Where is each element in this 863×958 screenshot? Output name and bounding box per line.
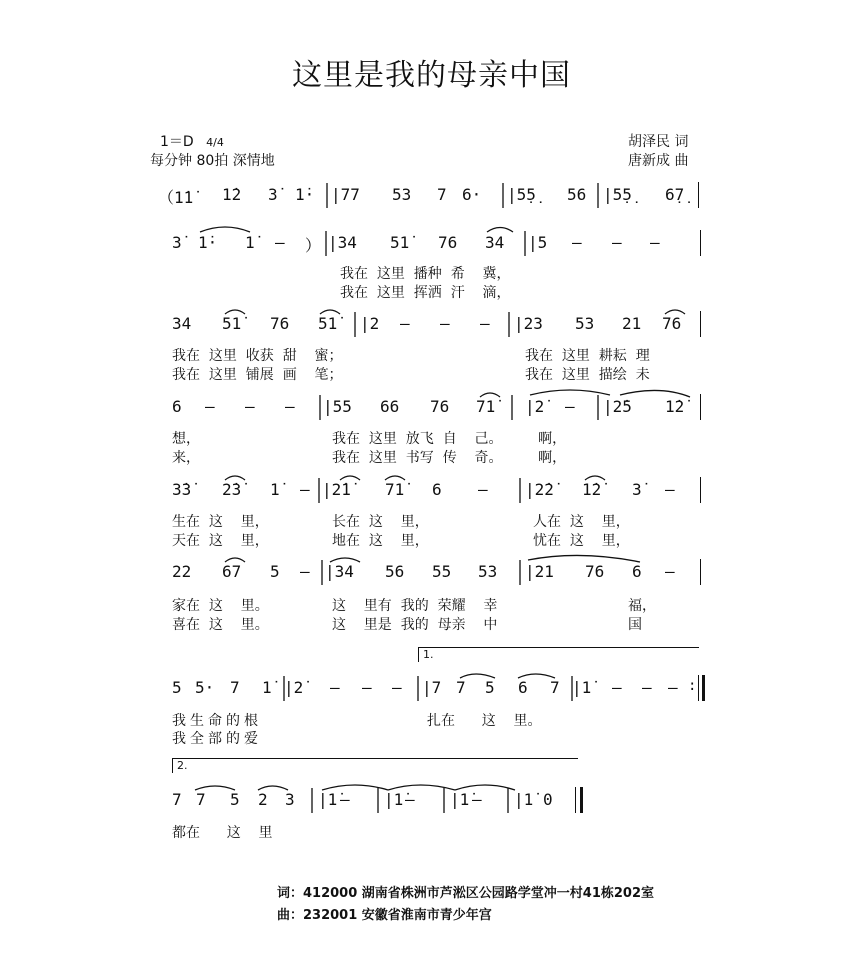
note-group: 6· <box>462 185 482 204</box>
lyric-verse-2: 地在 这 里， <box>332 533 429 549</box>
note-group: 7 <box>172 790 182 809</box>
note-group: 6 <box>432 480 442 499</box>
note-group: 6 <box>172 397 182 416</box>
note-group: |34 <box>328 233 357 252</box>
note-group: 3̇3̇ <box>172 480 192 499</box>
note-group: — <box>665 562 675 581</box>
note-group: |23 <box>514 314 543 333</box>
note-group: 0 <box>543 790 553 809</box>
note-group: 5 <box>485 678 495 697</box>
lyric-verse-1: 都在 这 里 <box>172 825 273 841</box>
note-group: 7 <box>550 678 560 697</box>
lyricist-address: 词：412000 湖南省株洲市芦淞区公园路学堂冲一村41栋202室 <box>277 886 655 901</box>
note-group: ） <box>305 236 322 255</box>
note-group: — <box>405 790 415 809</box>
barline <box>700 230 701 256</box>
volta-bracket <box>172 758 578 773</box>
lyric-verse-1: 我在 这里 耕耘 理 <box>525 348 650 364</box>
composer-credit: 唐新成 曲 <box>628 153 689 169</box>
note-group: 5 <box>230 790 240 809</box>
note-group: — <box>340 790 350 809</box>
lyric-verse-1: 人在 这 里， <box>533 514 630 530</box>
note-group: 22 <box>172 562 192 581</box>
note-group: — <box>642 678 652 697</box>
note-group: |2̇ <box>284 678 304 697</box>
note-group: （1̇1̇ <box>158 188 194 207</box>
note-group: — <box>668 678 678 697</box>
repeat-barline <box>702 675 705 701</box>
lyric-verse-2: 我在 这里 挥洒 汗 滴， <box>340 285 511 301</box>
lyric-verse-2: 天在 这 里， <box>172 533 269 549</box>
note-group: |1̇ <box>384 790 404 809</box>
note-group: 5 <box>172 678 182 697</box>
repeat-dots: : <box>688 678 697 694</box>
note-group: — <box>245 397 255 416</box>
note-group: 53 <box>478 562 498 581</box>
time-signature: 4/4 <box>206 136 224 149</box>
note-group: 3̇ <box>632 480 642 499</box>
note-group: — <box>275 233 285 252</box>
lyric-verse-1: 我在 这里 播种 希 冀， <box>340 266 511 282</box>
lyric-verse-2: 我在 这里 铺展 画 笔； <box>172 367 343 383</box>
note-group: — <box>300 480 310 499</box>
lyric-verse-1: 长在 这 里， <box>332 514 429 530</box>
note-group: 76 <box>585 562 605 581</box>
note-group: 76 <box>430 397 450 416</box>
note-group: 67 <box>222 562 242 581</box>
note-group: 56 <box>567 185 587 204</box>
note-group: — <box>392 678 402 697</box>
barline <box>700 311 701 337</box>
note-group: |1̇ <box>514 790 534 809</box>
note-group: 66 <box>380 397 400 416</box>
volta-bracket <box>418 647 699 662</box>
note-group: — <box>330 678 340 697</box>
note-group: — <box>650 233 660 252</box>
composer-address: 曲：232001 安徽省淮南市青少年宫 <box>277 908 492 923</box>
note-group: |34 <box>325 562 354 581</box>
note-group: 21 <box>622 314 642 333</box>
note-group: 1̇2̇ <box>665 397 685 416</box>
lyricist-credit: 胡泽民 词 <box>628 134 689 150</box>
key-label: 1＝D <box>160 134 194 150</box>
note-group: |1̇ <box>572 678 592 697</box>
tempo-marking: 每分钟 80拍 深情地 <box>150 153 275 169</box>
note-group: 2̇3̇ <box>222 480 242 499</box>
note-group: 53 <box>575 314 595 333</box>
note-group: 51̇ <box>318 314 338 333</box>
note-group: — <box>565 397 575 416</box>
lyric-verse-1: 我在 这里 收获 甜 蜜； <box>172 348 343 364</box>
note-group: 1̇2̇ <box>582 480 602 499</box>
note-group: 76 <box>438 233 458 252</box>
note-group: 2 <box>258 790 268 809</box>
lyric-verse-2: 忧在 这 里， <box>533 533 630 549</box>
note-group: |1̇ <box>450 790 470 809</box>
lyric-verse-2: 我在 这里 书写 传 奇。 啊， <box>332 450 567 466</box>
lyric-verse-2: 我全部的爱 <box>172 731 262 747</box>
note-group: — <box>440 314 450 333</box>
key-signature <box>160 131 224 151</box>
note-group: 3̇ <box>172 233 182 252</box>
note-group: 71̇ <box>476 397 496 416</box>
note-group: 7 <box>456 678 466 697</box>
page-title: 这里是我的母亲中国 <box>292 58 571 93</box>
note-group: — <box>665 480 675 499</box>
barline <box>575 787 576 813</box>
lyric-verse-1: 我在 这里 放飞 自 己。 啊， <box>332 431 567 447</box>
note-group: 71̇ <box>385 480 405 499</box>
note-group: 1̇ <box>262 678 272 697</box>
lyric-verse-1: 这 里有 我的 荣耀 幸 <box>332 598 498 614</box>
final-barline <box>580 787 583 813</box>
note-group: 7 <box>230 678 240 697</box>
note-group: |7 <box>422 678 442 697</box>
barline <box>700 559 701 585</box>
note-group: — <box>572 233 582 252</box>
note-group: 53 <box>392 185 412 204</box>
note-group: — <box>300 562 310 581</box>
note-group: — <box>480 314 490 333</box>
lyric-verse-1: 生在 这 里， <box>172 514 269 530</box>
note-group: |5 <box>528 233 548 252</box>
note-group: 55 <box>432 562 452 581</box>
note-group: 5· <box>195 678 215 697</box>
note-group: |2̇1̇ <box>322 480 351 499</box>
note-group: 1̇2 <box>222 185 242 204</box>
lyric-verse-2: 这 里是 我的 母亲 中 <box>332 617 498 633</box>
note-group: |2̇ <box>525 397 545 416</box>
lyric-verse-2: 来， <box>172 450 200 466</box>
note-group: 1̇· <box>295 185 315 204</box>
lyric-verse-1: 家在 这 里。 <box>172 598 269 614</box>
lyric-verse-2: 国 <box>628 617 642 633</box>
note-group: 3̇ <box>268 185 278 204</box>
lyric-verse-2: 我在 这里 描绘 未 <box>525 367 650 383</box>
note-group: 1̇· <box>198 233 218 252</box>
note-group: — <box>400 314 410 333</box>
lyric-verse-1: 扎在 这 里。 <box>427 713 542 729</box>
note-group: |5̣5̣ <box>603 185 632 204</box>
note-group: |21 <box>525 562 554 581</box>
lyric-verse-1: 想， <box>172 431 200 447</box>
note-group: 3 <box>285 790 295 809</box>
note-group: — <box>478 480 488 499</box>
barline <box>700 477 701 503</box>
volta-label: 1. <box>423 648 434 661</box>
barline <box>700 394 701 420</box>
note-group: 5 <box>270 562 280 581</box>
barline <box>698 182 699 208</box>
note-group: 1̇ <box>245 233 255 252</box>
note-group: |2̇2̇ <box>525 480 554 499</box>
note-group: 7 <box>196 790 206 809</box>
note-group: 34 <box>172 314 192 333</box>
note-group: |1̇ <box>318 790 338 809</box>
note-group: 76 <box>662 314 682 333</box>
note-group: |2̇5 <box>603 397 632 416</box>
note-group: — <box>612 233 622 252</box>
note-group: 56 <box>385 562 405 581</box>
lyric-verse-2: 喜在 这 里。 <box>172 617 269 633</box>
note-group: 34 <box>485 233 505 252</box>
note-group: 6̣7̣ <box>665 185 685 204</box>
volta-label: 2. <box>177 759 188 772</box>
note-group: 1̇ <box>270 480 280 499</box>
note-group: 51̇ <box>390 233 410 252</box>
note-group: 6 <box>518 678 528 697</box>
note-group: |55 <box>323 397 352 416</box>
note-group: — <box>362 678 372 697</box>
note-group: 51̇ <box>222 314 242 333</box>
note-group: |5̣5̣ <box>507 185 536 204</box>
note-group: — <box>205 397 215 416</box>
note-group: — <box>285 397 295 416</box>
lyric-verse-1: 福， <box>628 598 656 614</box>
note-group: |2 <box>360 314 380 333</box>
note-group: 6 <box>632 562 642 581</box>
lyric-verse-1: 我生命的根 <box>172 713 262 729</box>
note-group: 7 <box>437 185 447 204</box>
barline <box>698 675 699 701</box>
note-group: — <box>612 678 622 697</box>
note-group: |77 <box>331 185 360 204</box>
note-group: — <box>472 790 482 809</box>
note-group: 76 <box>270 314 290 333</box>
